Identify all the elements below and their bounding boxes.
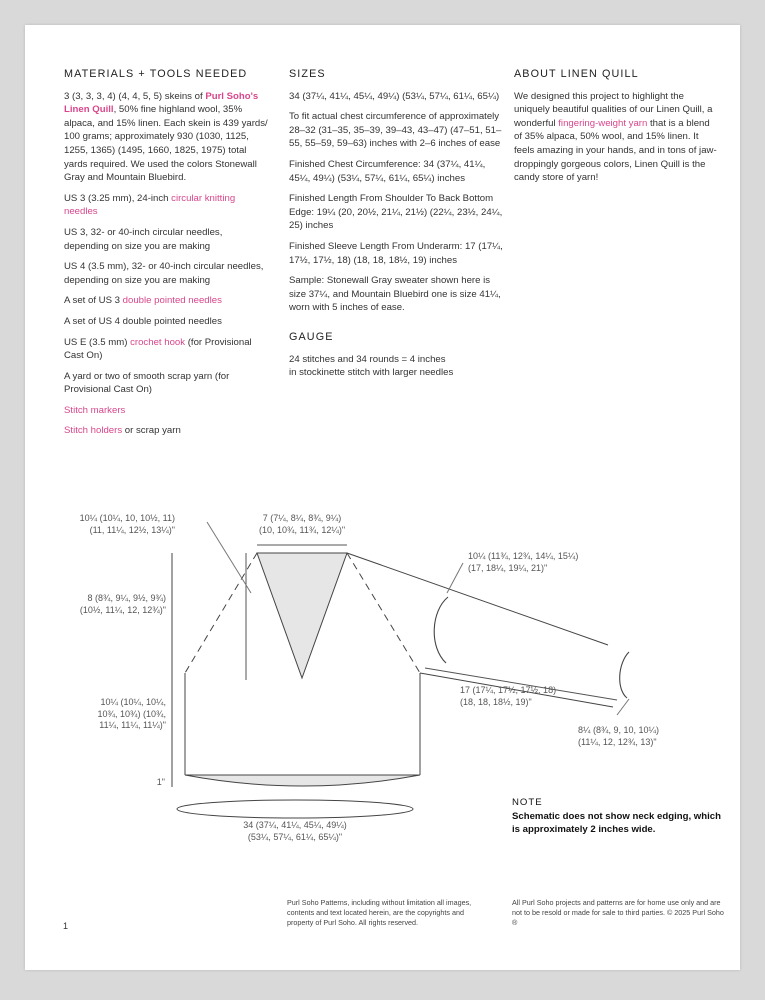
about-text-post: that is a blend of 35% alpaca, 50% wool, and 15% linen. It feels amazing in your hands, and in tons of jaw-droppingly gorgeous colors, Linen Quill is the candy store of yarn! <box>514 117 717 184</box>
item-text: A set of US 3 <box>64 295 123 307</box>
dimension-text: (53¼, 57¼, 61¼, 65¼)" <box>247 831 343 842</box>
neck-opening <box>257 553 347 678</box>
schematic-note <box>512 796 727 836</box>
crochet-hook-link[interactable]: crochet hook <box>130 336 186 348</box>
about-text-pre: We designed this project to highlight the uniquely beautiful qualities of our Linen Quill, a wonderful <box>514 90 713 129</box>
sleeve-length: Finished Sleeve Length From Underarm: 17 (17¼, 17½, 17½, 18) (18, 18, 18½, 19) inches <box>289 240 503 266</box>
yoke-depth-dimension <box>35 593 166 616</box>
materials-item: US 4 (3.5 mm), 32- or 40-inch circular needles, depending on size you are making <box>64 261 264 286</box>
dimension-text: 34 (37¼, 41¼, 45¼, 49¼) <box>243 820 347 830</box>
item-text: or scrap yarn <box>122 425 181 437</box>
shoulder-dimension <box>45 513 175 536</box>
fingering-weight-link[interactable]: fingering-weight yarn <box>558 117 648 129</box>
finished-length: Finished Length From Shoulder To Back Bottom Edge: 19¼ (20, 20½, 21¼, 21½) (22¼, 23½, 24¼, 25) inches <box>289 193 503 232</box>
linen-quill-link[interactable]: Purl Soho's Linen Quill <box>64 90 259 116</box>
footer-usage: All Purl Soho projects and patterns are for home use only and are not to be resold or made for sale to third parties. © 2025 Purl Soho ® <box>512 898 724 927</box>
note-title: NOTE <box>512 797 543 808</box>
dimension-text: (10½, 11¼, 12, 12¾)" <box>79 604 166 615</box>
dimension-text: 11¼, 11¼, 11¼)" <box>99 720 166 730</box>
upperarm-leader <box>447 563 463 593</box>
sizes-line: 34 (37¼, 41¼, 45¼, 49¼) (53¼, 57¼, 61¼, 65¼) <box>289 90 500 102</box>
sample-note: Sample: Stonewall Gray sweater shown here is size 37¼, and Mountain Bluebird one is size 41¼, worn with 5 inches of ease. <box>289 275 501 314</box>
cuff-curve <box>620 652 629 698</box>
page-number: 1 <box>63 921 69 931</box>
hem-dimension: 1" <box>156 777 165 787</box>
gauge-line: in stockinette stitch with larger needles <box>289 367 454 379</box>
footer-copyright: Purl Soho Patterns, including without limitation all images, contents and text located herein, are the copyrights and property of Purl Soho. All rights reserved. <box>287 898 472 927</box>
gauge-line: 24 stitches and 34 rounds = 4 inches <box>289 353 446 365</box>
dimension-text: 8 (8¾, 9¼, 9½, 9¾) <box>87 593 166 603</box>
note-text: Schematic does not show neck edging, which is approximately 2 inches wide. <box>512 811 721 835</box>
materials-item: A set of US 4 double pointed needles <box>64 315 222 327</box>
sizes-fit: To fit actual chest circumference of approximately 28–32 (31–35, 35–39, 39–43, 43–47) (47–51, 51–55, 55–59, 59–63) inches with 2–6 inches of ease <box>289 111 502 150</box>
body-length-dimension <box>65 697 166 732</box>
chest-ellipse <box>177 800 413 818</box>
dimension-text: 10¼ (11¾, 12¾, 14¼, 15¼) <box>468 551 579 561</box>
finished-chest: Finished Chest Circumference: 34 (37¼, 41¼, 45¼, 49¼) (53¼, 57¼, 61¼, 65¼) inches <box>289 158 486 184</box>
double-pointed-needles-link[interactable]: double pointed needles <box>122 295 222 307</box>
dimension-text: 10¾, 10¾) (10¾, <box>97 708 166 719</box>
item-text: (for Provisional Cast On) <box>64 336 252 362</box>
raglan-line-right <box>347 553 420 673</box>
dimension-text: 7 (7¼, 8¼, 8¾, 9¼) <box>262 513 342 523</box>
materials-item: A yard or two of smooth scrap yarn (for Provisional Cast On) <box>64 370 230 396</box>
cuff-dimension <box>578 725 698 748</box>
dimension-text: (11, 11¼, 12½, 13¼)" <box>89 524 175 535</box>
dimension-text: 10¼ (10¼, 10, 10½, 11) <box>79 513 175 523</box>
gauge-heading: GAUGE <box>289 330 334 343</box>
yarn-details: , 50% fine highland wool, 35% alpaca, and 15% linen. Each skein is 439 yards/ 100 grams; approximately 930 (1030, 1125, 1255, 1365) (1495, 1660, 1825, 1975) total yards required. We used the colors Stonewall Gray and Mountain Bluebird. <box>64 104 268 184</box>
pattern-page <box>25 25 740 970</box>
cuff-leader <box>617 699 629 715</box>
dimension-text: 8¼ (8¾, 9, 10, 10¼) <box>578 725 660 735</box>
neck-dimension <box>232 513 372 536</box>
upper-arm-curve <box>434 597 448 663</box>
item-text: US 3 (3.25 mm), 24-inch <box>64 192 172 204</box>
chest-dimension <box>215 820 375 843</box>
dimension-text: (11¼, 12, 12¾, 13)" <box>578 736 657 747</box>
sleeve-length-dimension <box>460 685 600 708</box>
materials-item: US 3, 32- or 40-inch circular needles, depending on size you are making <box>64 226 223 252</box>
dimension-text: (10, 10¾, 11¾, 12¼)" <box>258 524 346 535</box>
item-text: US E (3.5 mm) <box>64 336 131 348</box>
dimension-text: (17, 18¼, 19¼, 21)" <box>468 562 548 573</box>
sizes-heading: SIZES <box>289 68 326 80</box>
dimension-text: 17 (17¼, 17½, 17½, 18) <box>460 685 557 695</box>
stitch-holders-link[interactable]: Stitch holders <box>64 425 123 437</box>
stitch-markers-link[interactable]: Stitch markers <box>64 404 126 416</box>
dimension-text: 10¼ (10¼, 10¼, <box>100 697 166 707</box>
upper-arm-dimension <box>468 551 618 574</box>
about-heading: ABOUT LINEN QUILL <box>514 68 639 80</box>
dimension-text: (18, 18, 18½, 19)" <box>460 696 532 707</box>
materials-heading: MATERIALS + TOOLS NEEDED <box>64 68 248 80</box>
hem-band <box>185 775 420 786</box>
yarn-text: 3 (3, 3, 3, 4) (4, 4, 5, 5) skeins of <box>64 90 206 102</box>
circular-needles-link[interactable]: circular knitting needles <box>64 192 236 218</box>
